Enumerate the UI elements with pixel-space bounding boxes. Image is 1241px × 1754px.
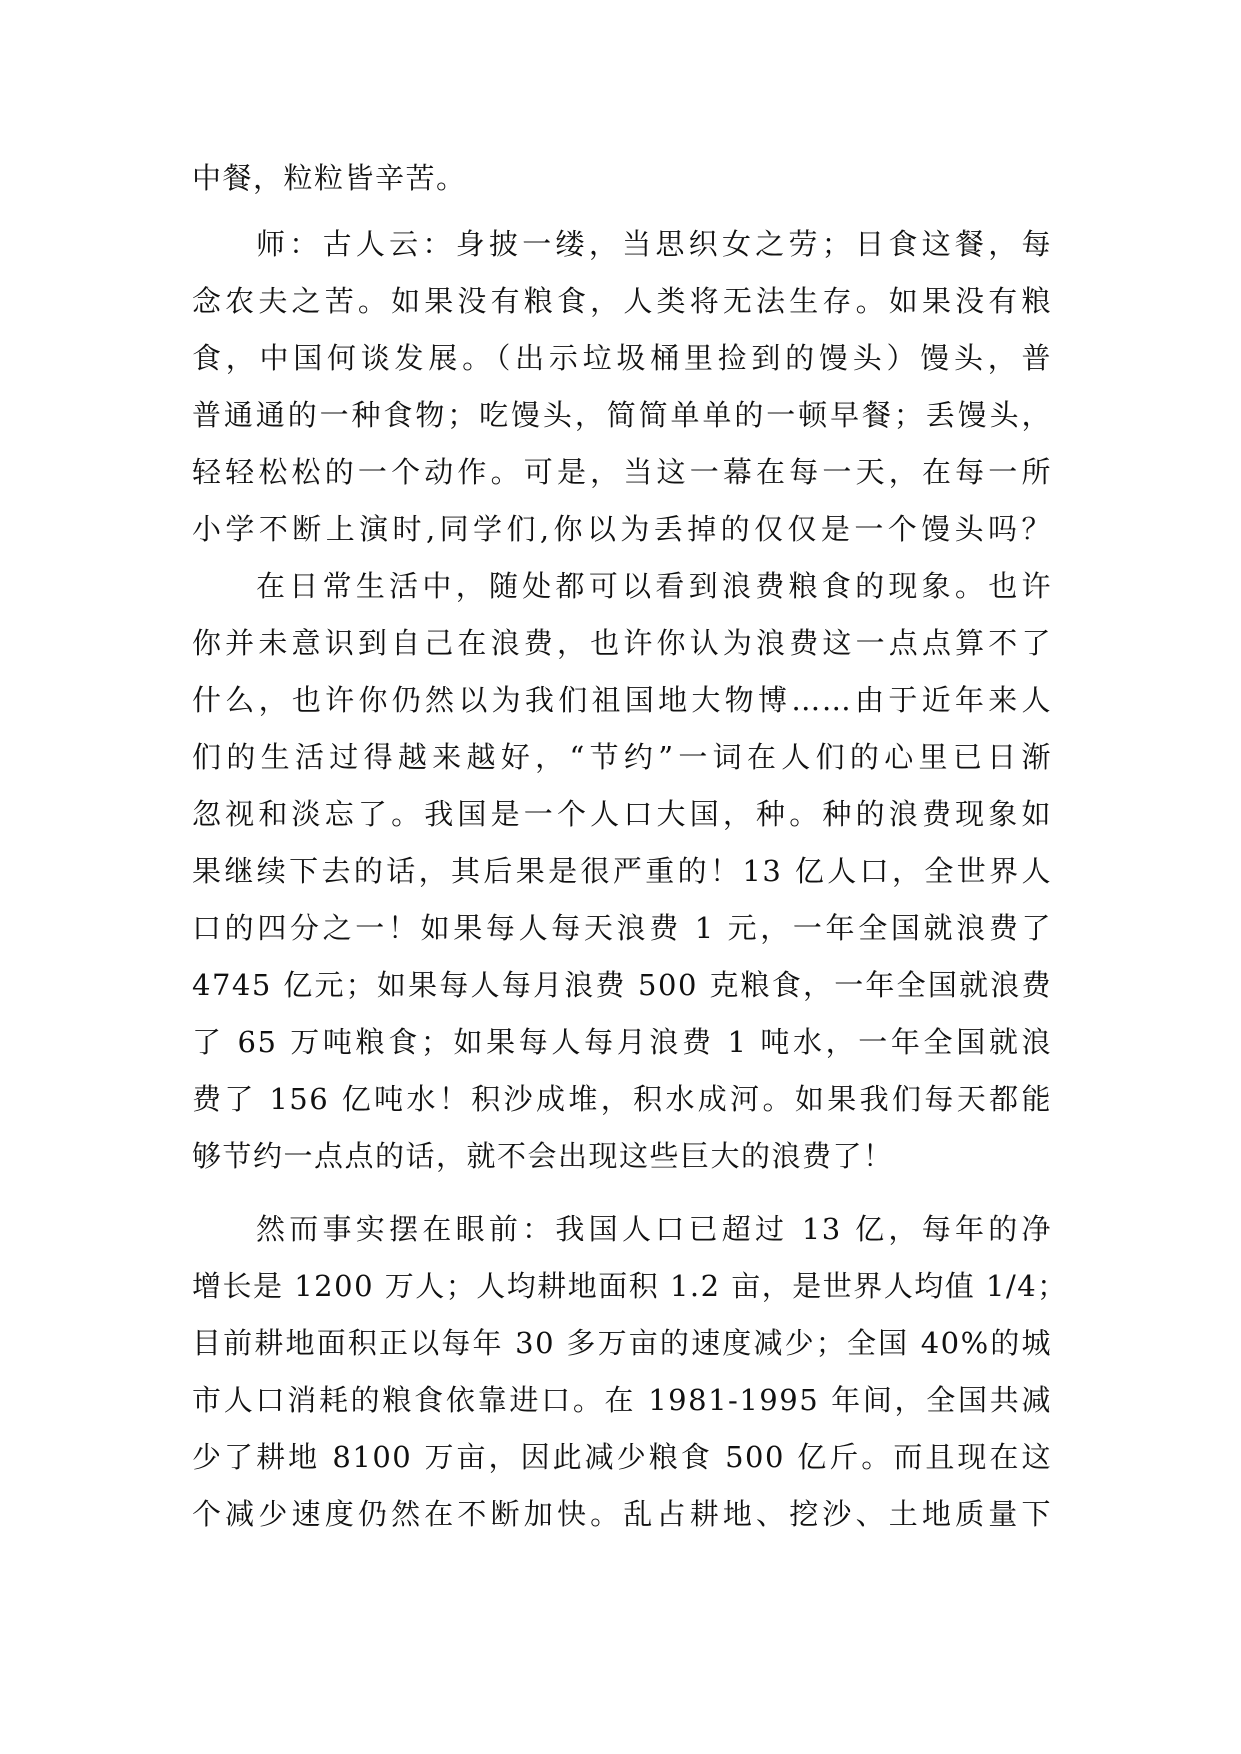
text-line: 增长是 1200 万人；人均耕地面积 1.2 亩，是世界人均值 1/4； (192, 1269, 1068, 1303)
text-line: 果继续下去的话，其后果是很严重的！13 亿人口，全世界人 (192, 854, 1052, 888)
paragraph-first-line: 师：古人云：身披一缕，当思织女之劳；日食这餐，每 (256, 227, 1052, 261)
text-line: 们的生活过得越来越好，“节约”一词在人们的心里已日渐 (192, 740, 1052, 774)
text-line: 个减少速度仍然在不断加快。乱占耕地、挖沙、土地质量下 (192, 1497, 1052, 1531)
text-line: 轻轻松松的一个动作。可是，当这一幕在每一天，在每一所 (192, 455, 1052, 489)
text-line: 普通通的一种食物；吃馒头，简简单单的一顿早餐；丢馒头， (192, 398, 1052, 432)
text-line: 你并未意识到自己在浪费，也许你认为浪费这一点点算不了 (192, 626, 1052, 660)
text-line: 小学不断上演时,同学们,你以为丢掉的仅仅是一个馒头吗？ (192, 512, 1052, 546)
text-line: 念农夫之苦。如果没有粮食，人类将无法生存。如果没有粮 (192, 284, 1052, 318)
text-line: 费了 156 亿吨水！积沙成堆，积水成河。如果我们每天都能 (192, 1082, 1052, 1116)
text-line: 了 65 万吨粮食；如果每人每月浪费 1 吨水，一年全国就浪 (192, 1025, 1052, 1059)
text-line: 目前耕地面积正以每年 30 多万亩的速度减少；全国 40%的城 (192, 1326, 1052, 1360)
text-line: 够节约一点点的话，就不会出现这些巨大的浪费了！ (192, 1139, 894, 1173)
text-line: 忽视和淡忘了。我国是一个人口大国，种。种的浪费现象如 (192, 797, 1052, 831)
text-line: 口的四分之一！如果每人每天浪费 1 元，一年全国就浪费了 (192, 911, 1052, 945)
text-line: 4745 亿元；如果每人每月浪费 500 克粮食，一年全国就浪费 (192, 968, 1052, 1002)
text-line: 少了耕地 8100 万亩，因此减少粮食 500 亿斤。而且现在这 (192, 1440, 1052, 1474)
text-line: 食，中国何谈发展。（出示垃圾桶里捡到的馒头）馒头，普 (192, 341, 1052, 375)
text-line: 市人口消耗的粮食依靠进口。在 1981-1995 年间，全国共减 (192, 1383, 1052, 1417)
text-line: 中餐，粒粒皆辛苦。 (192, 161, 467, 195)
paragraph-first-line: 然而事实摆在眼前：我国人口已超过 13 亿，每年的净 (256, 1212, 1052, 1246)
text-line: 什么，也许你仍然以为我们祖国地大物博……由于近年来人 (192, 683, 1052, 717)
paragraph-first-line: 在日常生活中，随处都可以看到浪费粮食的现象。也许 (256, 569, 1052, 603)
